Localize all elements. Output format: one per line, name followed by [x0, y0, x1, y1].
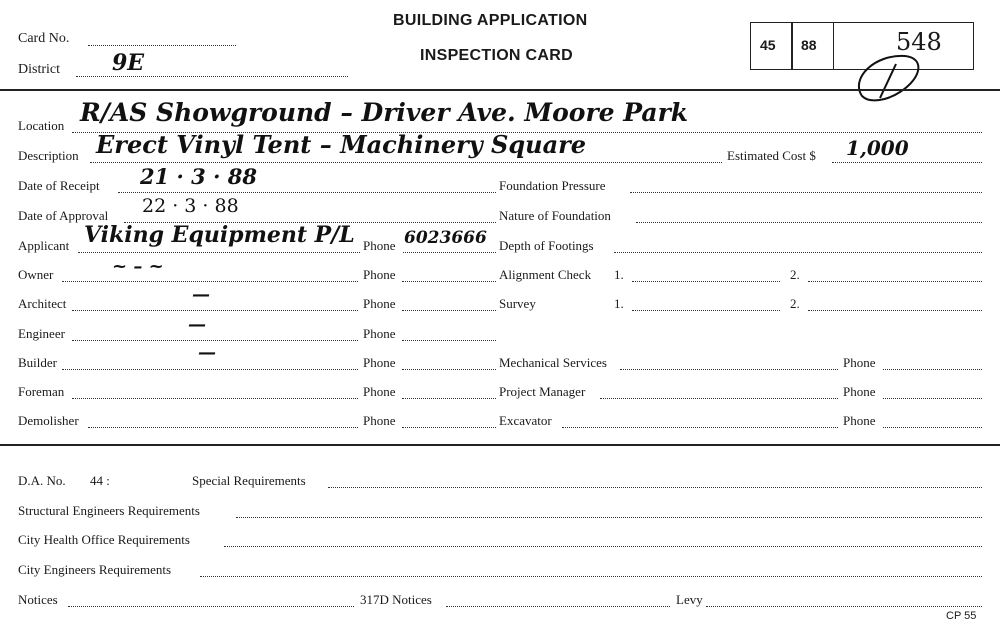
engineer-phone-label: Phone [363, 326, 396, 341]
foundation-pressure-line [630, 192, 982, 193]
owner-label: Owner [18, 267, 54, 282]
district-line [76, 76, 348, 77]
depth-footings-label: Depth of Footings [499, 238, 594, 253]
health-requirements-line [224, 546, 982, 547]
survey-line-2 [808, 310, 982, 311]
project-manager-line [600, 398, 838, 399]
notices-317d-line [446, 606, 670, 607]
excavator-phone-line [883, 427, 982, 428]
title-line-2: INSPECTION CARD [420, 47, 573, 64]
nature-foundation-label: Nature of Foundation [499, 208, 611, 223]
architect-line [72, 310, 358, 311]
applicant-phone-label: Phone [363, 238, 396, 253]
engineers-requirements-label: City Engineers Requirements [18, 562, 172, 577]
applicant-value: Viking Equipment P/L [84, 222, 355, 248]
structural-requirements-label: Structural Engineers Requirements [18, 503, 200, 518]
levy-line [706, 606, 982, 607]
builder-phone-line [402, 369, 496, 370]
estimated-cost-value: 1,000 [846, 136, 909, 160]
district-value: 9E [112, 50, 145, 76]
owner-line [62, 281, 358, 282]
survey-1: 1. [614, 296, 624, 311]
card-no-line [88, 45, 236, 46]
box-value-1: 45 [760, 37, 776, 53]
builder-line [62, 369, 358, 370]
form-code: CP 55 [946, 610, 977, 622]
foundation-pressure-label: Foundation Pressure [499, 178, 606, 193]
description-label: Description [18, 148, 79, 163]
description-value: Erect Vinyl Tent – Machinery Square [96, 130, 587, 159]
header-rule [0, 89, 1000, 91]
date-approval-value: 22 · 3 · 88 [142, 195, 239, 217]
owner-phone-line [402, 281, 496, 282]
structural-requirements-line [236, 517, 982, 518]
levy-label: Levy [676, 592, 703, 607]
date-receipt-value: 21 · 3 · 88 [140, 164, 257, 189]
survey-line-1 [632, 310, 780, 311]
applicant-phone-line [403, 252, 496, 253]
architect-phone-label: Phone [363, 296, 396, 311]
owner-phone-label: Phone [363, 267, 396, 282]
builder-value: — [198, 342, 216, 363]
excavator-label: Excavator [499, 413, 552, 428]
owner-value: ~ – ~ [112, 256, 164, 277]
foreman-phone-line [402, 398, 496, 399]
builder-phone-label: Phone [363, 355, 396, 370]
card-no-label: Card No. [18, 31, 70, 46]
handwritten-mark-icon [850, 48, 930, 110]
alignment-check-line-1 [632, 281, 780, 282]
survey-2: 2. [790, 296, 800, 311]
mechanical-phone-label: Phone [843, 355, 876, 370]
survey-label: Survey [499, 296, 536, 311]
nature-foundation-line [636, 222, 982, 223]
architect-phone-line [402, 310, 496, 311]
architect-label: Architect [18, 296, 67, 311]
engineer-phone-line [402, 340, 496, 341]
demolisher-line [88, 427, 358, 428]
notices-317d-label: 317D Notices [360, 592, 432, 607]
middle-rule [0, 444, 1000, 446]
date-receipt-line [118, 192, 496, 193]
demolisher-phone-line [402, 427, 496, 428]
alignment-check-1: 1. [614, 267, 624, 282]
applicant-label: Applicant [18, 238, 70, 253]
project-manager-label: Project Manager [499, 384, 586, 399]
depth-footings-line [614, 252, 982, 253]
engineers-requirements-line [200, 576, 982, 577]
title-line-1: BUILDING APPLICATION [393, 12, 588, 29]
project-manager-phone-line [883, 398, 982, 399]
demolisher-phone-label: Phone [363, 413, 396, 428]
mechanical-phone-line [883, 369, 982, 370]
foreman-line [72, 398, 358, 399]
mechanical-services-label: Mechanical Services [499, 355, 607, 370]
project-manager-phone-label: Phone [843, 384, 876, 399]
excavator-phone-label: Phone [843, 413, 876, 428]
health-requirements-label: City Health Office Requirements [18, 532, 190, 547]
excavator-line [562, 427, 838, 428]
builder-label: Builder [18, 355, 57, 370]
card-number: 548 [896, 28, 942, 56]
alignment-check-label: Alignment Check [499, 267, 592, 282]
box-value-2: 88 [801, 37, 817, 53]
location-label: Location [18, 118, 65, 133]
district-label: District [18, 62, 60, 77]
engineer-label: Engineer [18, 326, 65, 341]
special-requirements-label: Special Requirements [192, 473, 306, 488]
estimated-cost-line [832, 162, 982, 163]
mechanical-services-line [620, 369, 838, 370]
da-no-value: 44 : [90, 473, 110, 488]
special-requirements-line [328, 487, 982, 488]
notices-label: Notices [18, 592, 58, 607]
description-line [90, 162, 722, 163]
estimated-cost-label: Estimated Cost $ [727, 148, 816, 163]
applicant-phone-value: 6023666 [404, 228, 487, 248]
da-no-label: D.A. No. [18, 473, 66, 488]
engineer-value: — [188, 314, 206, 335]
demolisher-label: Demolisher [18, 413, 79, 428]
date-receipt-label: Date of Receipt [18, 178, 100, 193]
location-value: R/AS Showground – Driver Ave. Moore Park [80, 98, 689, 127]
notices-line [68, 606, 354, 607]
engineer-line [72, 340, 358, 341]
alignment-check-2: 2. [790, 267, 800, 282]
foreman-phone-label: Phone [363, 384, 396, 399]
architect-value: — [192, 284, 210, 305]
date-approval-label: Date of Approval [18, 208, 109, 223]
alignment-check-line-2 [808, 281, 982, 282]
foreman-label: Foreman [18, 384, 65, 399]
applicant-line [78, 252, 360, 253]
